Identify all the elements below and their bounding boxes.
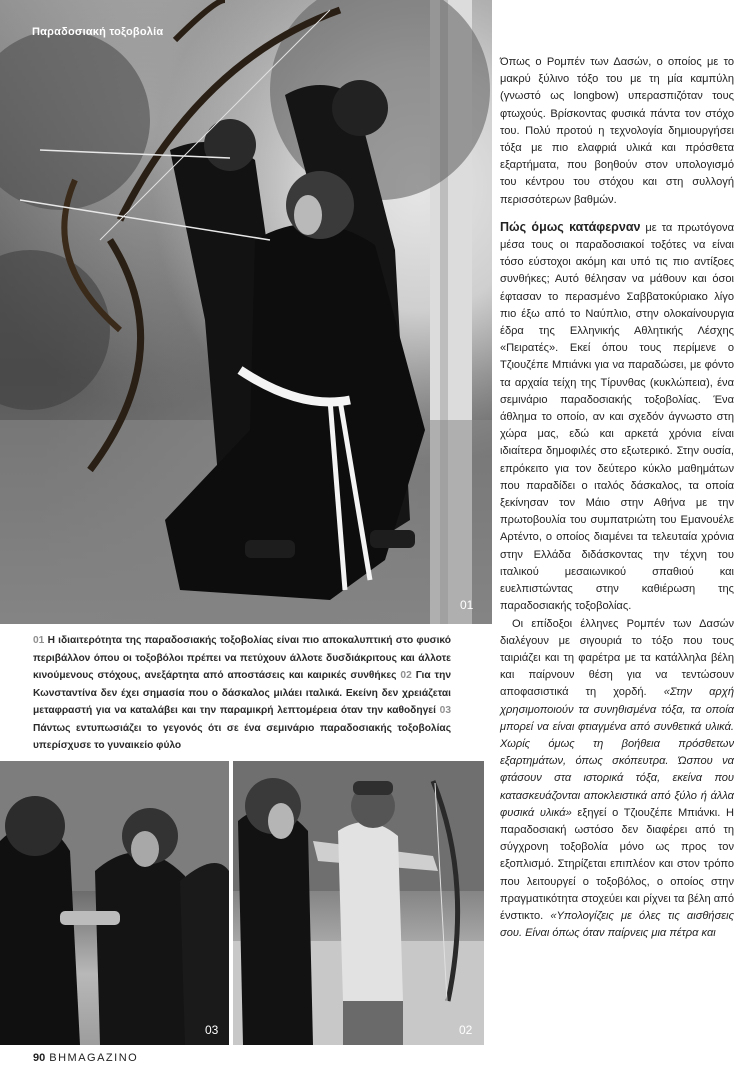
photo-caption (33, 632, 451, 755)
article-lead-phrase: Πώς όμως κατάφερναν (500, 219, 641, 234)
article-quote-2: «Υπολογίζεις με όλες τις αισθήσεις σου. Είναι όπως όταν παίρνεις μια πέτρα και (500, 909, 734, 940)
article-quote-1: «Στην αρχή χρησιμοποιούν τα συνηθισμένα τόξα, τα οποία μπορεί να είναι φτιαγμένα από συνθετικά υλικά. Χωρίς όμως τη βοήθεια πρόσθετων εξαρτημάτων, όπως σκόπευτρα. Ώσπου να φτάσουν στα ιστορικά τόξα, εκείνα που κατασκευάζονται αποκλειστικά από ξύλο ή άλλα φυσικά υλικά» (500, 686, 734, 819)
bottom-right-photo (233, 761, 484, 1045)
photo-number-bottom-left: 03 (205, 1023, 219, 1037)
main-photo-archers (0, 0, 492, 624)
article-paragraph-2-text: με τα πρωτόγονα μέσα τους οι παραδοσιακοί τοξότες να είναι τόσο εύστοχοι ακόμη και υπό τις πιο αντίξοες συνθήκες; Αυτό θέλησαν να μάθουν και όσοι έφτασαν το περασμένο Σαββατοκύριακο λίγο πιο έξω από το Ναύπλιο, στην ολοκαίνουργια έδρα της Ελληνικής Αθλητικής Λέσχης «Πειρατές». Εκεί όπου τους περίμενε ο Τζιουζέπε Μπιάνκι για να παραδώσει, με φόντο τα αρχαία τείχη της Τίρυνθας (κυκλώπεια), ένα σεμινάριο παραδοσιακής τοξοβολίας. Ένα άθλημα το οποίο, αν και σχεδόν άγνωστο στη χώρα μας, εδώ και αρκετά χρόνια είναι ιδιαίτερα δημοφιλές στο εξωτερικό. Στην ουσία, επρόκειτο για τον δεύτερο κύκλο μαθημάτων που παραδίδει ο ιταλός δάσκαλος, τα οποία ξεκίνησαν τον Μάιο στην Αθήνα με την πρωτοβουλία του συμπατριώτη του Εμανουέλε Αρτέντο, ο οποίος διαμένει τα τελευταία χρόνια στην Ελλάδα διδάσκοντας την τέχνη του ιταλικού μεσαιωνικού σπαθιού και ευελπιστώντας στην καθιέρωση της παραδοσιακής τοξοβολίας. (500, 221, 734, 613)
archers-illustration (0, 0, 492, 624)
caption-text-02: Για την Κωνσταντίνα δεν έχει σημασία που ο δάσκαλος μιλάει ιταλικά. Εκείνη δεν χρειάζεται μεταφραστή για να καταλάβει και την παραμικρή λεπτομέρεια όταν την καθοδηγεί (33, 670, 451, 716)
instructor-illustration (233, 761, 484, 1045)
caption-number-03: 03 (439, 705, 451, 716)
section-label: Παραδοσιακή τοξοβολία (32, 26, 164, 38)
caption-number-01: 01 (33, 635, 45, 646)
women-archers-illustration (0, 761, 229, 1045)
article-paragraph-1: Όπως ο Ρομπέν των Δασών, ο οποίος με το μακρύ ξύλινο τόξο του με τη μία καμπύλη (γνωστό ως longbow) υπερασπιζόταν τους φτωχούς. Βρίσκοντας φυσικά πάντα τον στόχο του. Πολύ προτού η τεχνολογία δημιουργήσει τόξα με πιο ελαφριά υλικά και πρόσθετα εξαρτήματα, που βοηθούν στον υπολογισμό του κέντρου του στόχου και στη συλλογή περισσότερων βαθμών. (500, 56, 734, 206)
article-paragraph-3 (500, 616, 734, 943)
article-column (500, 54, 734, 942)
caption-number-02: 02 (400, 670, 412, 681)
article-paragraph-2 (500, 219, 734, 616)
photo-number-bottom-right: 02 (459, 1023, 473, 1037)
page-number: 90 (33, 1052, 46, 1064)
caption-text-03: Πάντως εντυπωσιάζει το γεγονός ότι σε ένα σεμινάριο παραδοσιακής τοξοβολίας υπερίσχυσε το γυναικείο φύλο (33, 722, 451, 751)
article-paragraph-3-mid: εξηγεί ο Τζιουζέπε Μπιάνκι. Η παραδοσιακή ωστόσο δεν διαφέρει από τη σύγχρονη τοξοβολία μόνο ως προς τον εξοπλισμό. Στηρίζεται επιπλέον και στον τρόπο που λειτουργεί ο τοξοβόλος, ο οποίος στην πραγματικότητα στοχεύει και ρίχνει τα βέλη από ένστικτο. (500, 806, 734, 922)
bottom-left-photo (0, 761, 229, 1045)
page-footer (33, 1052, 138, 1064)
magazine-name: ΒΗMAGAZINO (49, 1052, 139, 1064)
caption-text-01: Η ιδιαιτερότητα της παραδοσιακής τοξοβολίας είναι πιο αποκαλυπτική στο φυσικό περιβάλλον όπου οι τοξοβόλοι πρέπει να πετύχουν άλλοτε δυσδιάκριτους και άλλοτε κινούμενους στόχους, ανεξάρτητα από αποστάσεις και καιρικές συνθήκες (33, 635, 451, 681)
photo-number-main: 01 (460, 598, 474, 612)
article-paragraph-3-text: Οι επίδοξοι έλληνες Ρομπέν των Δασών διαλέγουν με σιγουριά το τόξο που τους ταιριάζει και τη φαρέτρα με τα κατάλληλα βέλη και παίρνουν θέση για να τεντώσουν αποφασιστικά τη χορδή. (500, 617, 734, 699)
